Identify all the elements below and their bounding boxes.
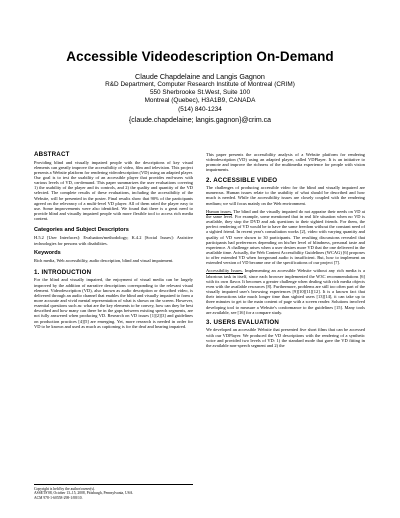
human-issues-text: The blind and the visually impaired do not appraise their needs on VD at the same level. For example, some mentioned that in real life situation when no VD is available, they stop the DVD and ask questions to their sighted friends. For them, the perfect rendering of VD would be to have the same freedom without the constant need of a sighted friend. In recent year's consultation works [2], video with varying quantity and quality of VD were shown to 30 participants. The resulting discussions revealed that participants had preferences depending on his/her level of blindness, personal taste and experience. A challenge arises when a user desires more VD that the one delivered in the available time. Actually, the Web Content Accessibility Guidelines (WCAG) [6] proposes to offer extended VD when foreground audio is insufficient. But, how to implement an extended version of VD became one of the specifications of our project [7]. — [206, 208, 365, 266]
abstract-heading: ABSTRACT — [34, 151, 70, 158]
author-affiliation: R&D Department, Computer Research Institute of Montreal (CRIM) — [105, 81, 295, 88]
author-phone: (514) 840-1234 — [178, 105, 222, 113]
copyright-line: Copyright is held by the author/owner(s). — [34, 487, 96, 491]
acm-line: ACM 978-1-60558-298-1/08/10. — [34, 495, 83, 500]
author-city: Montreal (Quebec), H3A1B9, CANADA — [144, 97, 256, 105]
introduction-heading: 1. INTRODUCTION — [34, 268, 92, 276]
section2-heading: 2. ACCESSIBLE VIDEO — [206, 176, 278, 184]
paper-title: Accessible Videodescription On-Demand — [66, 49, 334, 64]
categories-heading: Categories and Subject Descriptors — [34, 227, 129, 234]
categories-text: H.5.2 [User Interfaces]: Evaluation/methodology; K.4.2 [Social Issues]: Assistive technologies for persons with disabilities. — [34, 235, 193, 246]
section3-text: We developed an accessible Website that presented five short films that can be accessed with our VDPlayer. We produced the VD descriptions with the rendering of a synthetic voice and provided two levels of VD: 1) the standard mode that gave the VD fitting in the available non-speech segment and 2) the — [206, 327, 365, 348]
section3-heading: 3. USERS EVALUATION — [206, 318, 280, 326]
section2-paragraph2 — [206, 209, 365, 266]
copyright-block — [34, 484, 193, 500]
keywords-heading: Keywords — [34, 249, 61, 256]
left-column — [34, 151, 193, 329]
abstract-text: Providing blind and visually impaired people with the descriptions of key visual elements can greatly improve the accessibility of video, film and television. This project presents a Website platform for rendering videodescription (VD) using an adapted player. Our goal is to test the usability of an accessible player that provides end-users with various levels of VD, on-demand. This paper summarizes the user evaluations covering 1) the usability of the player and its controls, and 2) the quality and quantity of the VD selected. The complete results of these evaluations, including the accessibility of the Website, will be presented in the poster. Final results show that 90% of the participants agreed on the relevancy of a multi-level VD player. All of them rated the player easy to use. Some improvements were also identified. We found that there is a great need to provide blind and visually impaired people with more flexible tool to access rich media content. — [34, 159, 193, 222]
right-column — [206, 152, 365, 348]
conference-line: ASSETS'08, October 13–15, 2008, Pittsburgh, Pennsylvania, USA. — [34, 491, 134, 496]
author-block — [0, 72, 400, 125]
author-street: 550 Sherbrooke St.West, Suite 100 — [149, 89, 251, 97]
keywords-text: Rich media, Web accessibility, audio description, blind and visual impairment. — [34, 257, 174, 263]
author-emails: {claude.chapdelaine; langis.gagnon}@crim.ca — [128, 116, 272, 124]
section2-paragraph3 — [206, 268, 365, 314]
accessibility-issues-label: Accessibility Issues. — [206, 268, 243, 274]
section2-paragraph1: The challenges of producing accessible video for the blind and visually impaired are numerous. Human issues relate to the usability of what should be described and how much is needed. While the accessibility issues are closely coupled with the rendering medium; we will focus mainly on the Web environment. — [206, 185, 365, 206]
author-names: Claude Chapdelaine and Langis Gagnon — [135, 72, 265, 81]
accessibility-issues-text: Implementing an accessible Website without any rich media is a laborious task in itself, since each browser implemented the W3C recommendations [6] with its own flavor. It becomes a greater challenge when dealing with rich media objects even with the available resources [8]. Furthermore, problems are still too often part of the visually impaired user's browsing experiences [9][10][11][12]. It is a known fact that their interactions take much longer time than sighted users [13][14], it can take up to three minutes to get to the main content of page with a screen reader. Solutions involved developing tool to measure a Website's conformance to the guidelines [15]. Many tools are available, see [16] for a compare study. — [206, 268, 365, 315]
introduction-text: For the blind and visually impaired, the enjoyment of visual media can be largely improved by the addition of narrative descriptions corresponding to the relevant visual element. Videodescription (VD), also known as audio description or described video, is delivered through an audio channel that enables the blind and visually impaired to form a more accurate and vivid mental representation of what is shown on the screen. However, essential questions such as: what are the key elements to be convey, how can they be best described and how many can there be in the gaps between existing speech segments, are not fully answered when producing VD. Research on VD issues [1][2][3] and guidelines on production practices [4][5] are emerging. Yet, more research is needed in order for VD to be known and used as much as captioning is for the deaf and hearing impaired. — [34, 277, 193, 329]
intro-continued-text: This paper presents the accessibility analysis of a Website platform for rendering videodescription (VD) using an adapted player, called VDPlayer. It is an initiative to promote and improve the richness of the multimedia experience for people with vision impairments. — [206, 152, 365, 173]
human-issues-label: Human issues. — [206, 208, 233, 214]
